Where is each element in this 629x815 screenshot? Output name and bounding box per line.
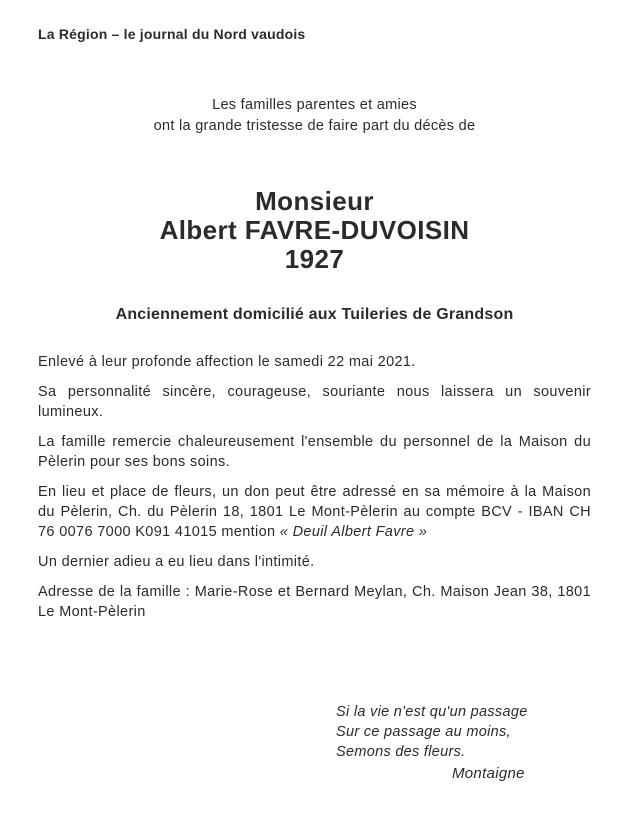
residence-subtitle: Anciennement domicilié aux Tuileries de Grandson — [115, 306, 514, 323]
intro-block — [0, 95, 629, 137]
deceased-birth-year: 1927 — [284, 244, 345, 274]
body-text — [38, 352, 591, 632]
deceased-block — [0, 187, 629, 274]
paragraph-donation — [38, 482, 591, 542]
deceased-name: Albert FAVRE-DUVOISIN — [159, 215, 470, 245]
donation-text: En lieu et place de fleurs, un don peut être adressé en sa mémoire à la Maison du Pèlerin, Ch. du Pèlerin 18, 1801 Le Mont-Pèlerin au compte BCV - IBAN CH 76 0076 7000 K091 41015 mention — [38, 484, 591, 540]
paragraph-personality: Sa personnalité sincère, courageuse, souriante nous laissera un souvenir lumineux. — [38, 384, 591, 420]
paragraph-family-address: Adresse de la famille : Marie-Rose et Bernard Meylan, Ch. Maison Jean 38, 1801 Le Mont-Pèlerin — [38, 584, 591, 620]
intro-line-1: Les familles parentes et amies — [212, 97, 417, 113]
quote-author: Montaigne — [452, 765, 525, 782]
donation-mention: « Deuil Albert Favre » — [279, 524, 428, 540]
quote-line-3: Semons des fleurs. — [336, 744, 466, 760]
paragraph-thanks: La famille remercie chaleureusement l'ensemble du personnel de la Maison du Pèlerin pour ses bons soins. — [38, 434, 591, 470]
paragraph-date-of-death: Enlevé à leur profonde affection le samedi 22 mai 2021. — [38, 354, 416, 370]
quote-line-1: Si la vie n'est qu'un passage — [336, 704, 528, 720]
quote-block — [336, 702, 528, 784]
quote-line-2: Sur ce passage au moins, — [336, 724, 511, 740]
newspaper-masthead: La Région – le journal du Nord vaudois — [38, 26, 306, 42]
paragraph-farewell: Un dernier adieu a eu lieu dans l'intimité. — [38, 554, 315, 570]
intro-line-2: ont la grande tristesse de faire part du décès de — [153, 118, 476, 134]
deceased-title: Monsieur — [255, 186, 374, 216]
